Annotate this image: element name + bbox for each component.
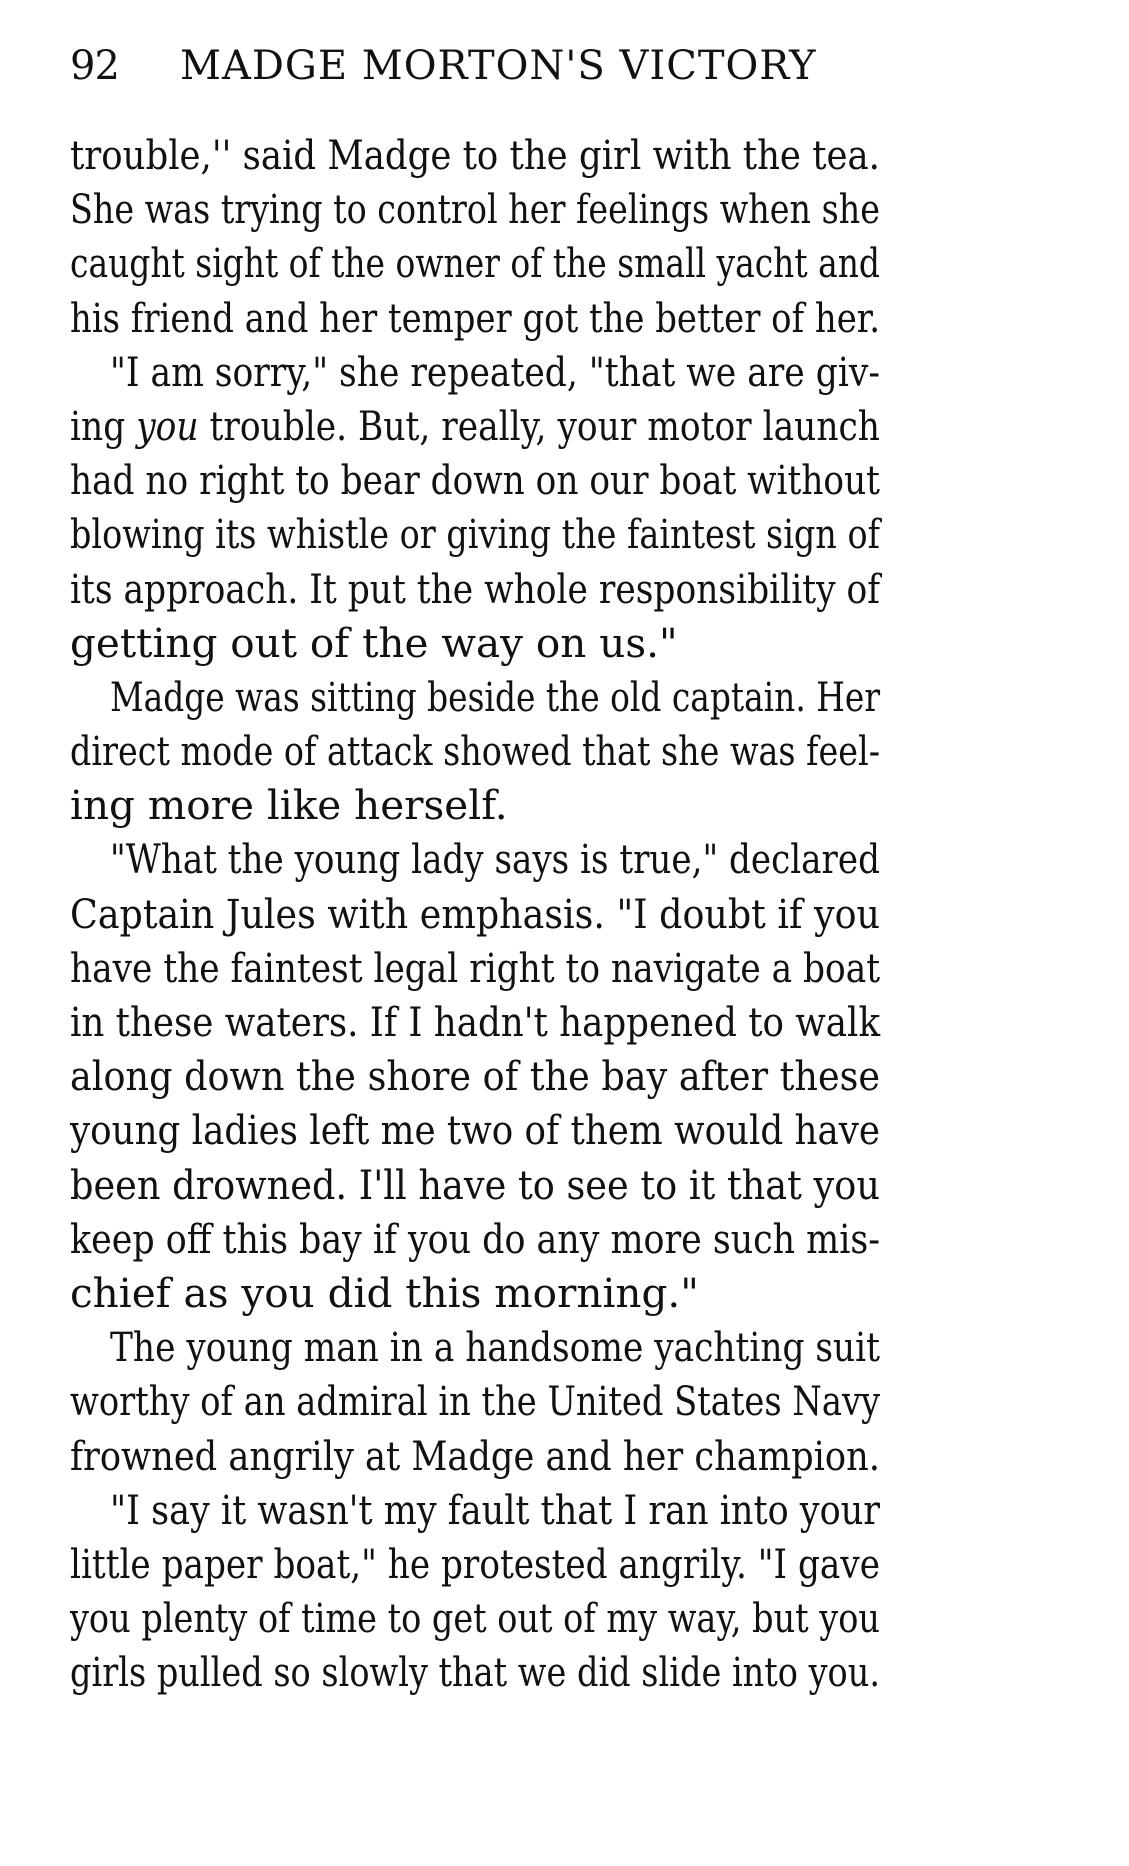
text-line-content: Captain Jules with emphasis. "I doubt if you xyxy=(70,889,880,938)
text-line-content: The young man in a handsome yachting suit xyxy=(110,1323,880,1372)
emphasized-word: you xyxy=(136,401,199,450)
text-line-content: girls pulled so slowly that we did slide into you. xyxy=(70,1648,881,1697)
text-line-content: young ladies left me two of them would have xyxy=(70,1106,881,1155)
text-line xyxy=(70,1049,1080,1103)
text-line-content: trouble,'' said Madge to the girl with the tea. xyxy=(70,131,880,179)
text-line xyxy=(70,1429,1080,1483)
text-line-content: been drowned. I'll have to see to it that you xyxy=(70,1160,880,1209)
text-line xyxy=(70,724,1080,778)
text-line-content: direct mode of attack showed that she was feel- xyxy=(70,727,880,776)
text-line xyxy=(70,453,1080,507)
text-line xyxy=(70,1103,1080,1157)
text-line-content: "I am sorry," she repeated, "that we are giv- xyxy=(110,347,881,396)
body-text xyxy=(70,128,1080,1699)
text-line-content: chief as you did this morning." xyxy=(70,1268,699,1317)
text-line xyxy=(70,1483,1080,1537)
text-line xyxy=(70,995,1080,1049)
text-line xyxy=(70,128,1080,182)
text-line xyxy=(70,670,1080,724)
text-line-content: blowing its whistle or giving the faintest sign of xyxy=(70,510,880,559)
text-line xyxy=(70,1158,1080,1212)
text-line xyxy=(70,1374,1080,1428)
text-line xyxy=(70,778,1080,832)
text-line xyxy=(70,832,1080,886)
text-line xyxy=(70,941,1080,995)
text-line-content: "I say it wasn't my fault that I ran into your xyxy=(110,1485,881,1534)
text-line-content: worthy of an admiral in the United States Navy xyxy=(70,1377,881,1426)
text-line xyxy=(70,1645,1080,1699)
text-line-content: you plenty of time to get out of my way, but you xyxy=(70,1594,880,1643)
text-line xyxy=(70,562,1080,616)
text-line xyxy=(70,1591,1080,1645)
text-line-content: "What the young lady says is true," declared xyxy=(110,835,880,884)
text-line-content: keep off this bay if you do any more such mis- xyxy=(70,1214,880,1263)
text-line-content: getting out of the way on us." xyxy=(70,618,678,667)
text-line xyxy=(70,182,1080,236)
text-line-content: his friend and her temper got the better of her. xyxy=(70,293,881,342)
text-line-content: along down the shore of the bay after these xyxy=(70,1052,881,1101)
page-number: 92 xyxy=(70,43,119,89)
text-line xyxy=(70,1537,1080,1591)
text-line-content: caught sight of the owner of the small yacht and xyxy=(70,239,880,288)
text-fragment: trouble. But, really, your motor launch xyxy=(198,401,880,450)
text-line xyxy=(70,291,1080,345)
page-header xyxy=(70,38,930,94)
text-line xyxy=(70,1212,1080,1266)
text-line xyxy=(70,236,1080,290)
text-line-content: Madge was sitting beside the old captain. Her xyxy=(110,672,881,721)
text-line xyxy=(70,887,1080,941)
text-line-content: frowned angrily at Madge and her champion. xyxy=(70,1431,880,1480)
text-line xyxy=(70,399,1080,453)
text-line xyxy=(70,507,1080,561)
text-line-content: ing more like herself. xyxy=(70,781,508,830)
text-fragment: ing xyxy=(70,401,137,450)
text-line-content: had no right to bear down on our boat without xyxy=(70,456,880,505)
text-line-content xyxy=(70,399,880,453)
text-line xyxy=(70,616,1080,670)
running-head: MADGE MORTON'S VICTORY xyxy=(180,43,817,89)
text-line-content: in these waters. If I hadn't happened to walk xyxy=(70,998,881,1046)
text-line-content: its approach. It put the whole responsibility of xyxy=(70,564,880,613)
text-line xyxy=(70,1266,1080,1320)
text-line-content: little paper boat," he protested angrily. "I gave xyxy=(70,1539,880,1588)
text-line xyxy=(70,345,1080,399)
text-line-content: have the faintest legal right to navigate a boat xyxy=(70,943,881,992)
text-line-content: She was trying to control her feelings when she xyxy=(70,185,880,234)
text-line xyxy=(70,1320,1080,1374)
